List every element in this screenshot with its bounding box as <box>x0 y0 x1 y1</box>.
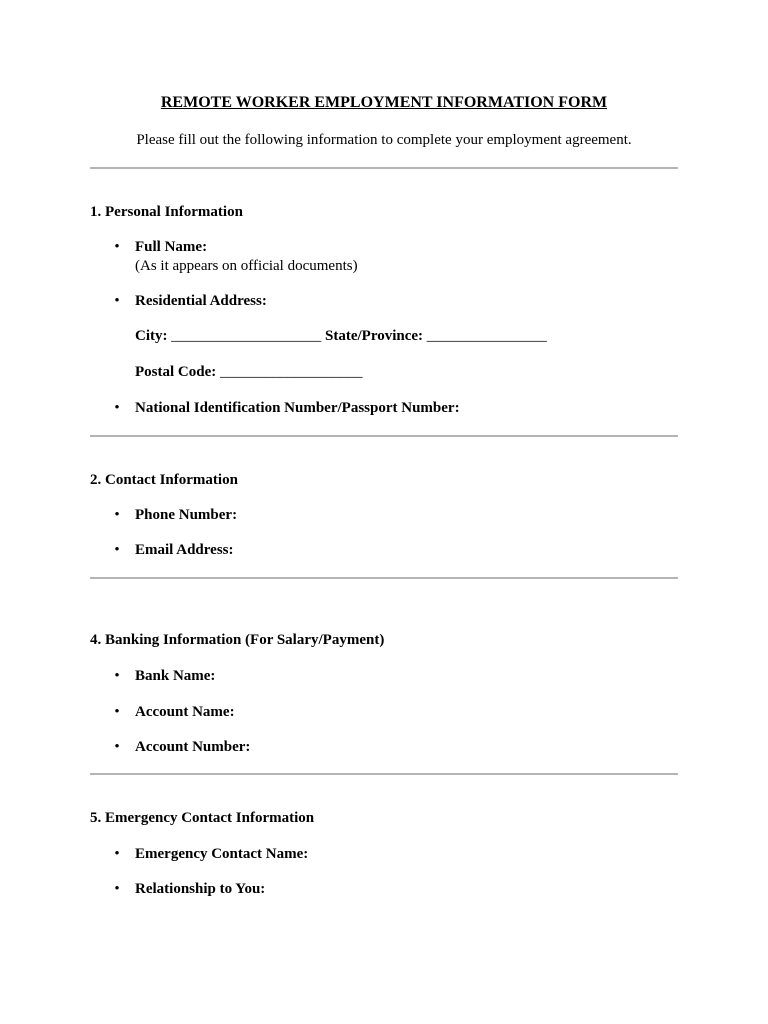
field-label: Residential Address: <box>135 293 267 309</box>
section-divider <box>90 773 678 775</box>
postal-code-label: Postal Code: <box>135 364 217 380</box>
bullet-icon: • <box>114 239 120 255</box>
section-divider <box>90 577 678 579</box>
bullet-icon: • <box>114 668 120 684</box>
bullet-icon: • <box>114 400 120 416</box>
form-title: REMOTE WORKER EMPLOYMENT INFORMATION FORM <box>160 94 608 111</box>
field-label: Bank Name: <box>135 668 216 684</box>
section-heading-emergency: 5. Emergency Contact Information <box>90 810 315 826</box>
postal-code-blank[interactable]: ___________________ <box>220 364 363 380</box>
field-label: National Identification Number/Passport Number: <box>135 400 460 416</box>
postal-code-line <box>135 362 363 382</box>
section-divider <box>90 167 678 169</box>
field-label: Emergency Contact Name: <box>135 846 309 862</box>
section-heading-contact: 2. Contact Information <box>90 472 238 488</box>
city-state-line <box>135 326 547 346</box>
section-divider <box>90 435 678 437</box>
city-label: City: <box>135 328 168 344</box>
section-heading-personal: 1. Personal Information <box>90 204 243 220</box>
bullet-icon: • <box>114 293 120 309</box>
bullet-icon: • <box>114 542 120 558</box>
state-label: State/Province: <box>325 328 424 344</box>
field-label: Account Name: <box>135 704 235 720</box>
field-label: Relationship to You: <box>135 881 266 897</box>
bullet-icon: • <box>114 846 120 862</box>
field-label: Account Number: <box>135 739 251 755</box>
field-label: Email Address: <box>135 542 234 558</box>
city-blank[interactable]: ____________________ <box>171 328 322 344</box>
state-blank[interactable]: ________________ <box>426 328 547 344</box>
bullet-icon: • <box>114 507 120 523</box>
section-heading-banking: 4. Banking Information (For Salary/Payment) <box>90 632 385 648</box>
bullet-icon: • <box>114 704 120 720</box>
bullet-icon: • <box>114 881 120 897</box>
field-note: (As it appears on official documents) <box>135 258 358 274</box>
field-label: Full Name: <box>135 239 208 255</box>
form-instructions: Please fill out the following information to complete your employment agreement. <box>136 132 632 148</box>
bullet-icon: • <box>114 739 120 755</box>
field-label: Phone Number: <box>135 507 238 523</box>
